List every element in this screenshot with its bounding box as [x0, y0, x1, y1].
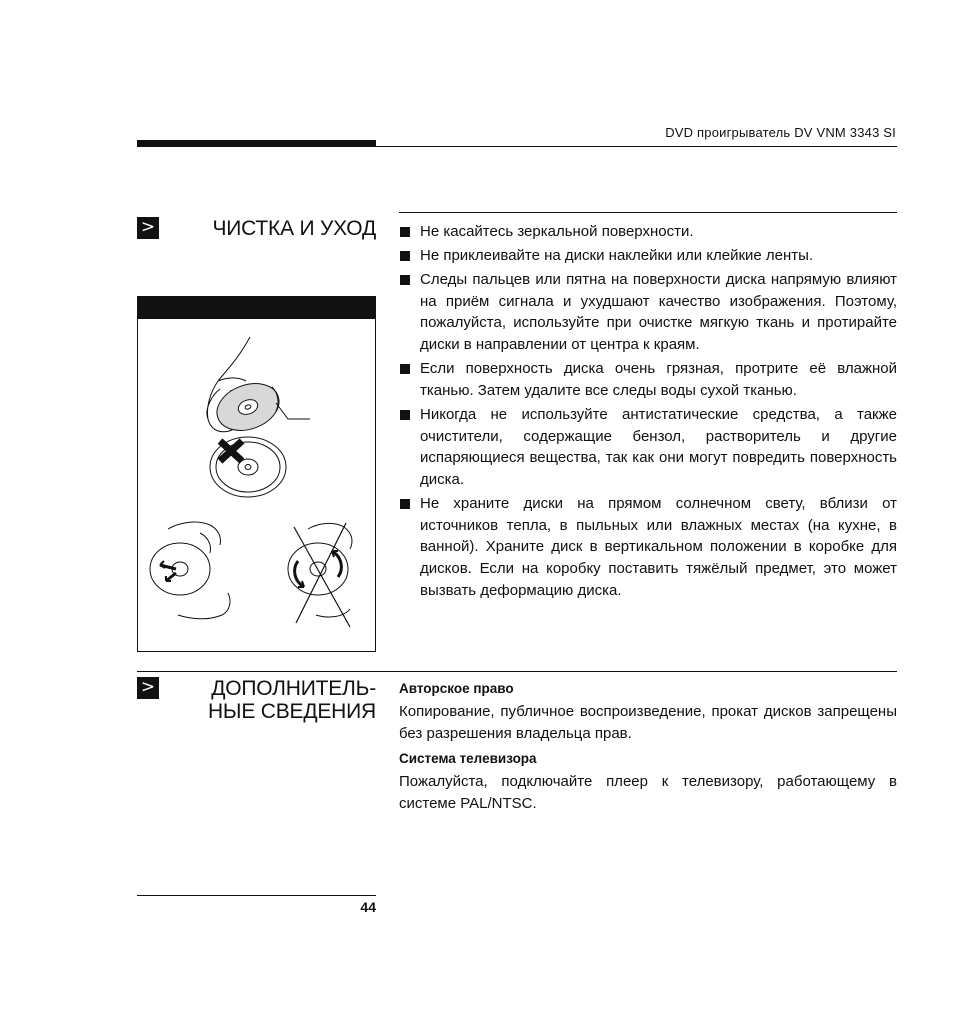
section-marker-icon: >	[137, 217, 159, 239]
header-thin-rule	[376, 146, 897, 147]
tv-system-text: Пожалуйста, подключайте плеер к телевизору, работающему в системе PAL/NTSC.	[399, 773, 897, 812]
copyright-text: Копирование, публичное воспроизведение, прокат дисков запрещены без разрешения владельца прав.	[399, 703, 897, 742]
page-number: 44	[360, 899, 376, 915]
list-item: Если поверхность диска очень грязная, протрите её влажной тканью. Затем удалите все следы воды сухой тканью.	[399, 358, 897, 401]
document-header-title: DVD проигрыватель DV VNM 3343 SI	[665, 125, 896, 140]
section-marker-icon: >	[137, 677, 159, 699]
disc-handling-drawing	[138, 319, 375, 651]
list-item: Не приклеивайте на диски наклейки или клейкие ленты.	[399, 245, 897, 267]
disc-wipe-correct-icon	[150, 543, 210, 595]
list-item: Не храните диски на прямом солнечном свету, вблизи от источников тепла, в пыльных или влажных местах (на кухне, в ванной). Храните диск в вертикальном положении в коробке для дисков. Если на коробку поставить тяжёлый предмет, это может вызвать деформацию диска.	[399, 493, 897, 602]
section-title-line: ЧИСТКА И УХОД	[212, 217, 376, 240]
illustration-header-bar	[138, 297, 375, 319]
pointer-line	[276, 403, 310, 419]
copyright-heading: Авторское право	[399, 681, 514, 696]
header-thick-rule	[137, 140, 376, 147]
section-title-line: ДОПОЛНИТЕЛЬ-	[211, 677, 376, 700]
footer-rule	[137, 895, 376, 896]
section-cleaning-rule	[399, 212, 897, 213]
section-additional-rule	[137, 671, 897, 672]
hand-wiping-icon	[168, 522, 230, 619]
section-title-additional-info	[208, 677, 376, 723]
section-title-cleaning	[212, 217, 376, 240]
list-item: Никогда не используйте антистатические средства, а также очистители, содержащие бензол, растворитель и другие испаряющиеся вещества, так как они могут повредить поверхность диска.	[399, 404, 897, 491]
section-title-line: НЫЕ СВЕДЕНИЯ	[207, 700, 376, 723]
cleaning-instructions-list	[399, 221, 897, 604]
disc-care-illustration	[137, 296, 376, 652]
list-item: Не касайтесь зеркальной поверхности.	[399, 221, 897, 243]
tv-system-heading: Система телевизора	[399, 751, 537, 766]
additional-info-content	[399, 680, 897, 820]
list-item: Следы пальцев или пятна на поверхности диска напрямую влияют на приём сигнала и ухудшают качество изображения. Поэтому, пожалуйста, используйте при очистке мягкую ткань и протирайте диски в направлении от центра к краям.	[399, 269, 897, 356]
